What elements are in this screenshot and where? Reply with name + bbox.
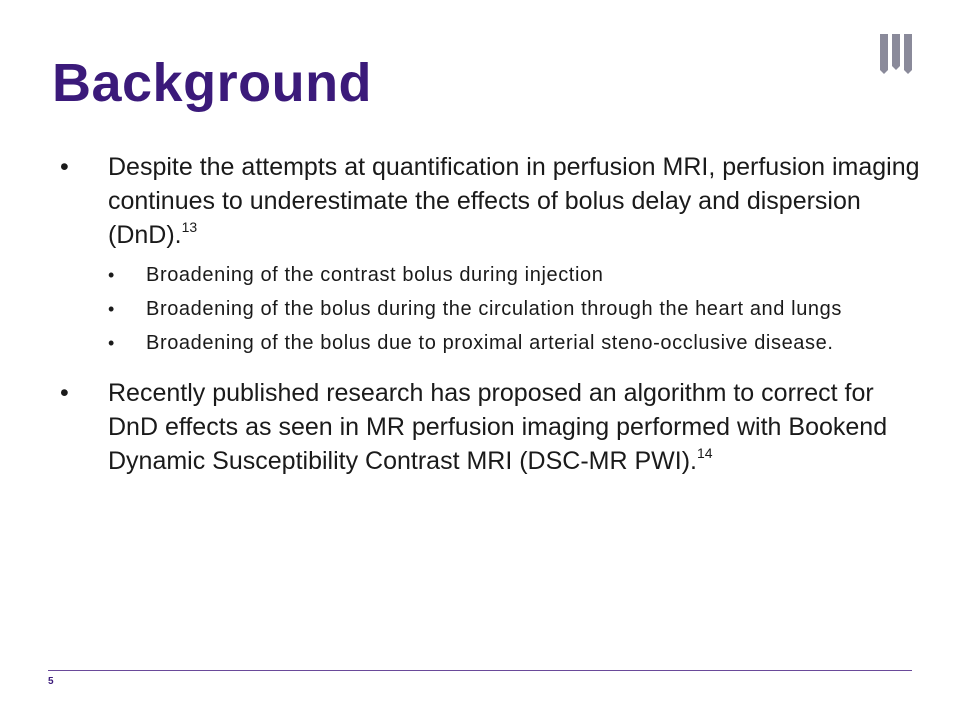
bullet-1-text: Despite the attempts at quantification in perfusion MRI, perfusion imaging continues to underestimate the effects of bolus delay and dispersion (DnD). [108, 153, 920, 249]
sub-bullet-dot-icon: • [108, 333, 115, 353]
sub-bullet-1-text: Broadening of the contrast bolus during injection [146, 264, 604, 286]
sub-bullet-1 [58, 260, 928, 290]
sub-bullet-dot-icon: • [108, 299, 115, 319]
sub-bullet-2 [58, 294, 928, 324]
bullet-2-ref: 14 [696, 445, 713, 461]
bullet-1 [58, 150, 928, 252]
bullet-dot-icon: • [60, 379, 69, 407]
sub-bullet-3 [58, 328, 928, 358]
page-title: Background [52, 53, 373, 113]
sub-bullet-2-text: Broadening of the bolus during the circulation through the heart and lungs [146, 298, 842, 320]
bullet-1-ref: 13 [181, 219, 198, 235]
university-w-logo-icon [876, 30, 916, 76]
footer-divider [48, 670, 912, 671]
bullet-2 [58, 376, 928, 478]
slide-content [58, 150, 928, 486]
bullet-1-sublist [58, 260, 928, 358]
bullet-2-text: Recently published research has proposed an algorithm to correct for DnD effects as seen in MR perfusion imaging performed with Bookend Dynamic Susceptibility Contrast MRI (DSC-MR PWI). [108, 379, 888, 475]
sub-bullet-3-text: Broadening of the bolus due to proximal arterial steno-occlusive disease. [146, 332, 834, 354]
sub-bullet-dot-icon: • [108, 265, 115, 285]
bullet-dot-icon: • [60, 153, 69, 181]
page-number: 5 [48, 676, 54, 687]
